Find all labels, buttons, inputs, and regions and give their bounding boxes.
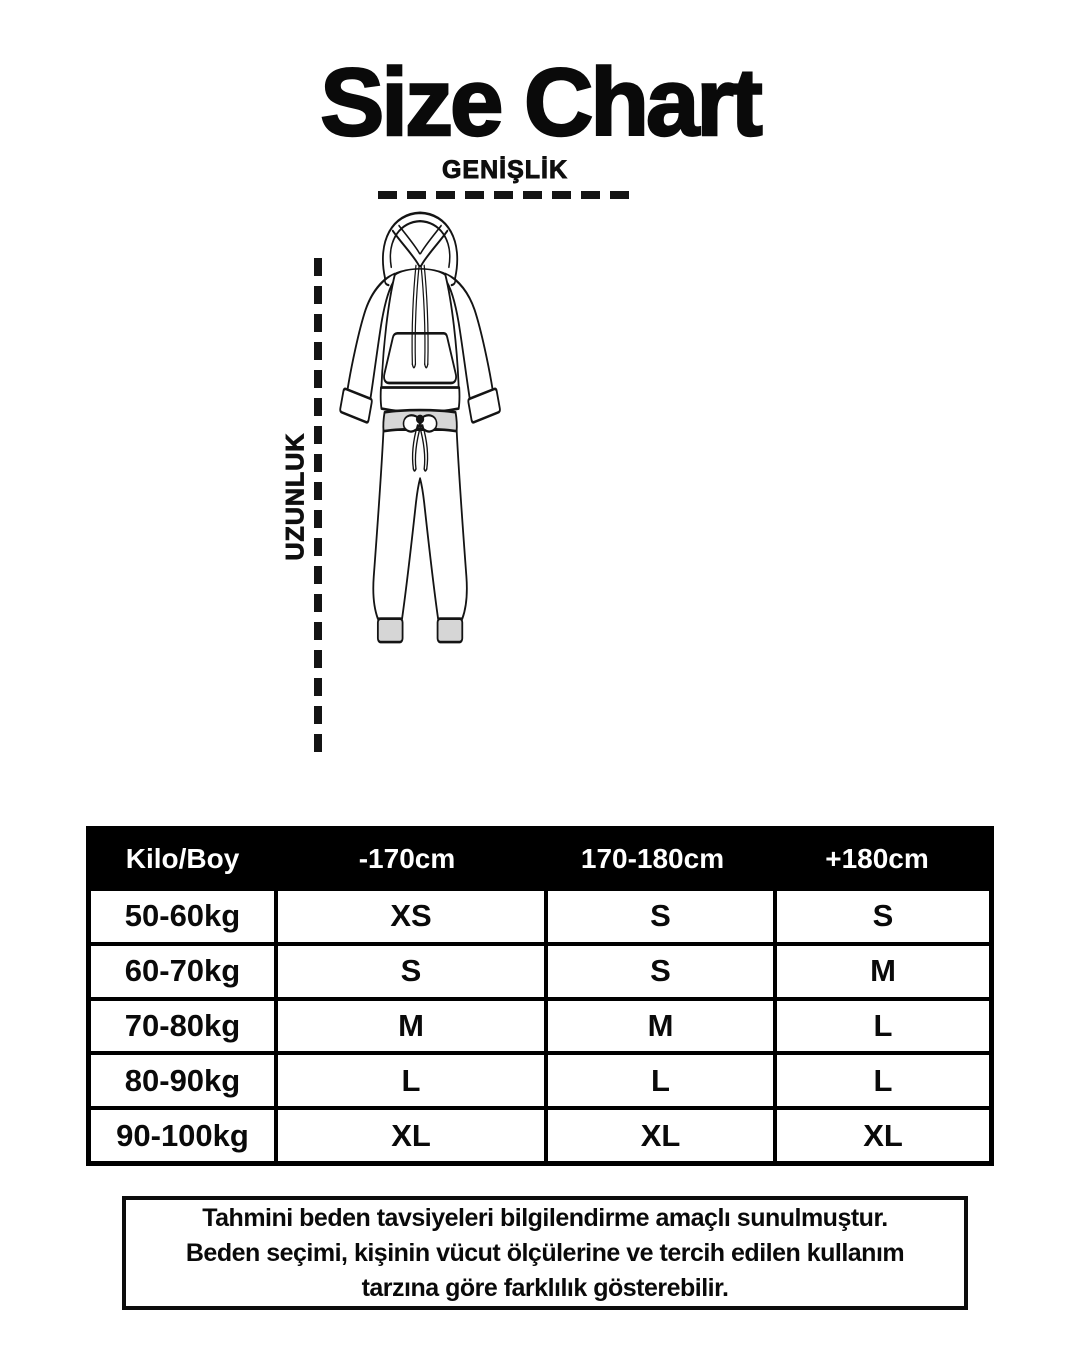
length-label: UZUNLUK — [281, 432, 310, 561]
disclaimer-line-1: Tahmini beden tavsiyeleri bilgilendirme amaçlı sunulmuştur. — [202, 1203, 888, 1232]
header-cell-under-170cm: -170cm — [358, 843, 456, 874]
weight-cell: 50-60kg — [91, 891, 274, 942]
size-cell: L — [777, 1001, 989, 1052]
size-cell: M — [278, 1001, 544, 1052]
joggers-drawing — [373, 410, 467, 642]
header-cell-weight-height: Kilo/Boy — [125, 843, 240, 874]
table-row — [91, 1110, 989, 1161]
size-cell: S — [548, 946, 773, 997]
size-cell: S — [278, 946, 544, 997]
size-cell: XS — [278, 891, 544, 942]
length-measure-line — [314, 258, 322, 752]
size-cell: L — [278, 1055, 544, 1106]
weight-cell: 60-70kg — [91, 946, 274, 997]
table-row — [91, 1001, 989, 1052]
weight-cell: 70-80kg — [91, 1001, 274, 1052]
size-cell: M — [777, 946, 989, 997]
tracksuit-illustration — [330, 200, 680, 810]
size-cell: L — [777, 1055, 989, 1106]
width-measure — [378, 156, 632, 199]
disclaimer-line-3: tarzına göre farklılık gösterebilir. — [361, 1273, 729, 1302]
size-cell: XL — [548, 1110, 773, 1161]
header-cell-170-180cm: 170-180cm — [580, 843, 725, 874]
table-row — [91, 1055, 989, 1106]
disclaimer-box — [122, 1196, 968, 1310]
size-cell: L — [548, 1055, 773, 1106]
size-cell: S — [548, 891, 773, 942]
table-row — [91, 946, 989, 997]
size-table — [86, 826, 994, 1166]
weight-cell: 80-90kg — [91, 1055, 274, 1106]
table-row — [91, 891, 989, 942]
width-label: GENİŞLİK — [441, 156, 569, 184]
size-cell: M — [548, 1001, 773, 1052]
hoodie-drawing — [340, 213, 500, 423]
width-measure-line — [378, 191, 632, 199]
header-cell-over-180cm: +180cm — [825, 843, 929, 874]
size-cell: XL — [777, 1110, 989, 1161]
disclaimer-line-2: Beden seçimi, kişinin vücut ölçülerine ve tercih edilen kullanım — [185, 1238, 905, 1267]
size-cell: XL — [278, 1110, 544, 1161]
weight-cell: 90-100kg — [91, 1110, 274, 1161]
table-header-row — [91, 831, 989, 887]
size-cell: S — [777, 891, 989, 942]
page-title: Size Chart — [320, 49, 760, 156]
